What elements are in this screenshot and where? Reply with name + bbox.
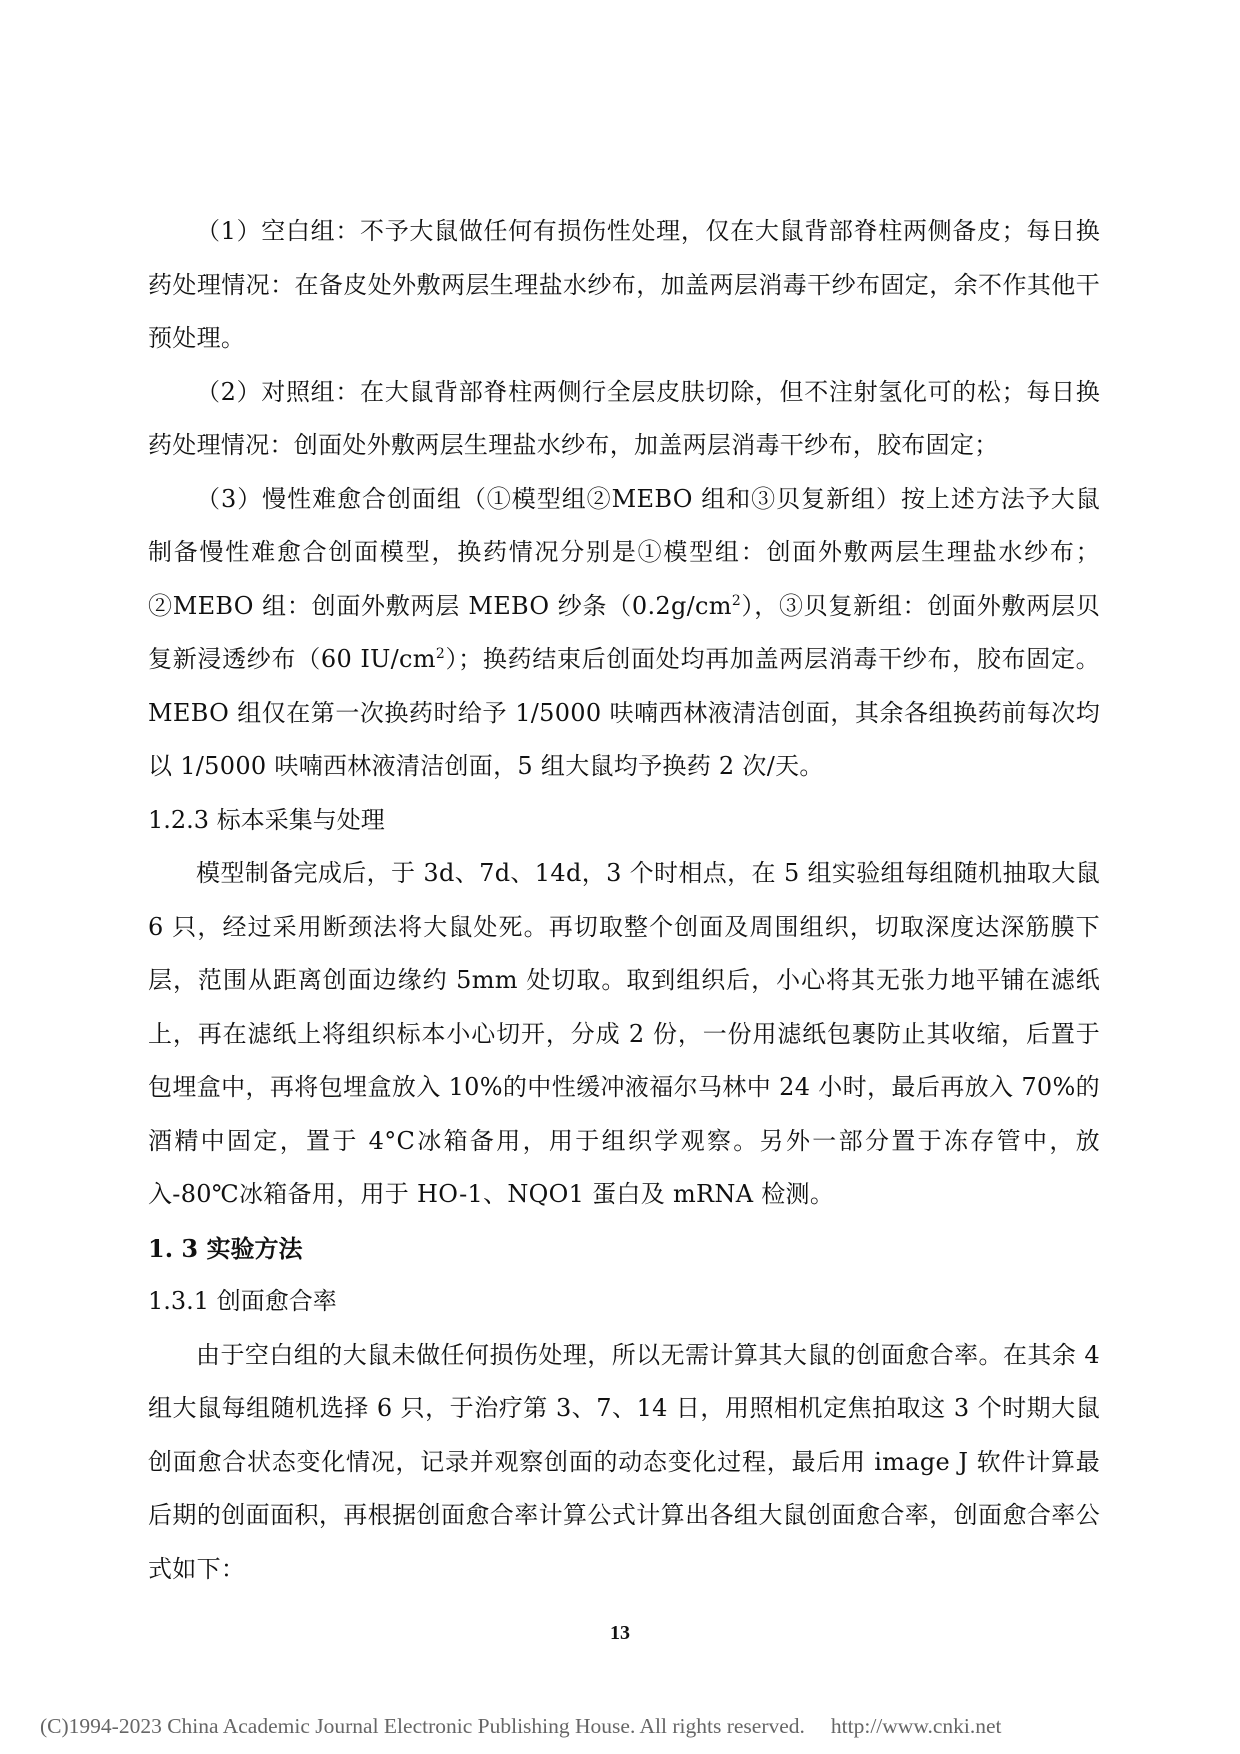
copyright-footer [40, 1714, 1220, 1739]
footer-url: http://www.cnki.net [830, 1714, 1002, 1738]
body-text [148, 205, 1100, 1596]
paragraph-chronic-wound-part-c: ）；换药结束后创面处均再加盖两层消毒干纱布，胶布固定。MEBO 组仅在第一次换药时给予 1/5000 呋喃西林液清洁创面，其余各组换药前每次均以 1/5000 呋喃西林液清洁创面，5 组大鼠均予换药 2 次/天。 [148, 645, 1100, 780]
paragraph-chronic-wound-group [148, 473, 1100, 794]
paragraph-chronic-wound-part-b: ），③贝复新组：创面外敷两层贝复新浸透纱布（60 IU/cm [148, 591, 1100, 673]
paragraph-healing-rate: 由于空白组的大鼠未做任何损伤处理，所以无需计算其大鼠的创面愈合率。在其余 4 组大鼠每组随机选择 6 只，于治疗第 3、7、14 日，用照相机定焦拍取这 3 个时期大鼠创面愈合状态变化情况，记录并观察创面的动态变化过程，最后用 image J 软件计算最后期的创面面积，再根据创面愈合率计算公式计算出各组大鼠创面愈合率，创面愈合率公式如下： [148, 1340, 1100, 1583]
superscript-exponent: 2 [435, 646, 446, 662]
paragraph-blank-group: （1）空白组：不予大鼠做任何有损伤性处理，仅在大鼠背部脊柱两侧备皮；每日换药处理情况：在备皮处外敷两层生理盐水纱布，加盖两层消毒干纱布固定，余不作其他干预处理。 [148, 217, 1100, 352]
superscript-exponent: 2 [731, 592, 742, 609]
page-number: 13 [610, 1622, 630, 1644]
section-heading-1-3: 1. 3 实验方法 [148, 1233, 303, 1263]
paragraph-specimen-collection: 模型制备完成后，于 3d、7d、14d，3 个时相点，在 5 组实验组每组随机抽取大鼠 6 只，经过采用断颈法将大鼠处死。再切取整个创面及周围组织，切取深度达深筋膜下层，范围从距离创面边缘约 5mm 处切取。取到组织后，小心将其无张力地平铺在滤纸上，再在滤纸上将组织标本小心切开，分成 2 份，一份用滤纸包裹防止其收缩，后置于包埋盒中，再将包埋盒放入 10%的中性缓冲液福尔马林中 24 小时，最后再放入 70%的酒精中固定，置于 4°C冰箱备用，用于组织学观察。另外一部分置于冻存管中，放入-80℃冰箱备用，用于 HO-1、NQO1 蛋白及 mRNA 检测。 [148, 859, 1100, 1208]
paragraph-chronic-wound-part-a: （3）慢性难愈合创面组（①模型组②MEBO 组和③贝复新组）按上述方法予大鼠制备慢性难愈合创面模型，换药情况分别是①模型组：创面外敷两层生理盐水纱布；②MEBO 组：创面外敷两层 MEBO 纱条（0.2g/cm [148, 484, 1100, 620]
section-heading-1-3-1: 1.3.1 创面愈合率 [148, 1287, 337, 1315]
paragraph-control-group: （2）对照组：在大鼠背部脊柱两侧行全层皮肤切除，但不注射氢化可的松；每日换药处理情况：创面处外敷两层生理盐水纱布，加盖两层消毒干纱布，胶布固定； [148, 377, 1100, 459]
section-heading-1-2-3: 1.2.3 标本采集与处理 [148, 805, 385, 834]
copyright-text: (C)1994-2023 China Academic Journal Electronic Publishing House. All rights reserved. [40, 1714, 805, 1738]
